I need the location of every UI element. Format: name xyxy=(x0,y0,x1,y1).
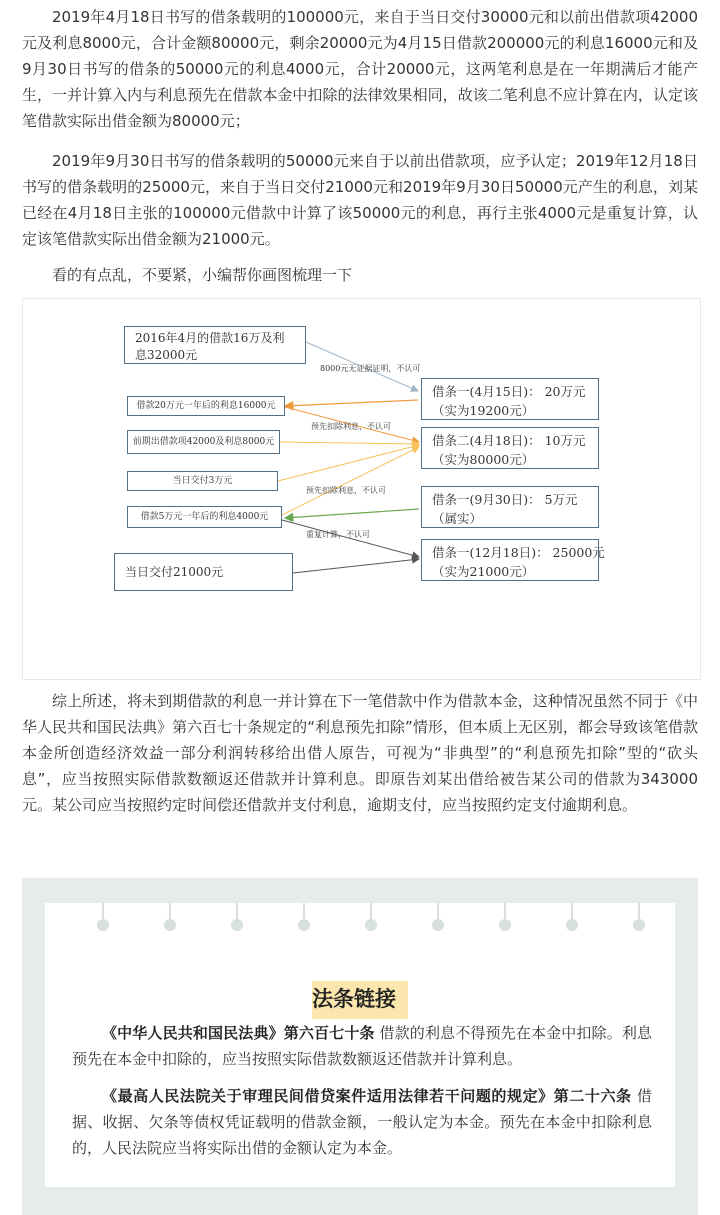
arrow-loan3-to-interest5w xyxy=(285,509,419,518)
arrow-prior-to-loan2 xyxy=(280,442,419,444)
decor-dot xyxy=(97,919,109,931)
decor-dot xyxy=(231,919,243,931)
loan-box-4: 借条一(12月18日)： 25000元 （实为21000元） xyxy=(421,539,599,581)
source-box-interest-20w: 借款20万元一年后的利息16000元 xyxy=(127,396,285,416)
source-box-interest-5w: 借款5万元一年后的利息4000元 xyxy=(127,506,282,528)
edge-label-duplicate-count: 重复计算，不认可 xyxy=(306,530,370,539)
source-box-prior-42000: 前期出借款项42000及利息8000元 xyxy=(127,430,280,454)
loan-box-3: 借条一(9月30日)： 5万元 （属实） xyxy=(421,486,599,528)
paragraph-loan-sept-dec: 2019年9月30日书写的借条载明的50000元来自于以前出借款项，应予认定；2019年12月18日书写的借条载明的25000元，来自于当日交付21000元和2019年9月30日50000元产生的利息，刘某已经在4月18日主张的100000元借款中计算了该50000元的利息，再行主张4000元是重复计算，认定该笔借款实际出借金额为21000元。 xyxy=(22,152,698,248)
decor-dot xyxy=(365,919,377,931)
edge-label-deduct-interest-1: 预先扣除利息，不认可 xyxy=(311,422,391,431)
source-box-cash-21000: 当日交付21000元 xyxy=(114,553,293,591)
loan-box-1: 借条一(4月15日)： 20万元 （实为19200元） xyxy=(421,378,599,420)
arrow-loan1-to-interest20w xyxy=(285,400,418,406)
decor-dot xyxy=(298,919,310,931)
law-article-670 xyxy=(72,1020,652,1072)
law-article-26 xyxy=(72,1083,652,1161)
law-article-670-title: 《中华人民共和国民法典》第六百七十条 xyxy=(102,1024,375,1042)
paragraph-conclusion: 综上所述，将未到期借款的利息一并计算在下一笔借款中作为借款本金，这种情况虽然不同于《中华人民共和国民法典》第六百七十条规定的“利息预先扣除”情形，但本质上无区别，都会导致该笔借款本金所创造经济效益一部分利润转移给出借人原告，可视为“非典型”的“利息预先扣除”型的“砍头息”，应当按照实际借款数额返还借款并计算利息。即原告刘某出借给被告某公司的借款为343000元。某公司应当按照约定时间偿还借款并支付利息，逾期支付，应当按照约定支付逾期利息。 xyxy=(22,692,698,814)
arrow-interest5w-to-loan2 xyxy=(282,447,419,515)
paragraph-diagram-intro: 看的有点乱，不要紧，小编帮你画图梳理一下 xyxy=(52,266,353,284)
decor-dot xyxy=(432,919,444,931)
edge-label-deduct-interest-2: 预先扣除利息，不认可 xyxy=(306,486,386,495)
decor-dot xyxy=(633,919,645,931)
law-title: 法条链接 xyxy=(300,979,408,1019)
paragraph-loan-april-18: 2019年4月18日书写的借条载明的100000元，来自于当日交付30000元和以前出借款项42000元及利息8000元，合计金额80000元，剩余20000元为4月15日借款200000元的利息16000元和及9月30日书写的借条的50000元的利息4000元，合计20000元，这两笔利息是在一年期满后才能产生，一并计算入内与利息预先在借款本金中扣除的法律效果相同，故该二笔利息不应计算在内，认定该笔借款实际出借金额为80000元； xyxy=(22,8,698,130)
loan-box-2: 借条二(4月18日)： 10万元 （实为80000元） xyxy=(421,427,599,469)
edge-label-8000-unproven: 8000元无证据证明，不认可 xyxy=(320,364,421,373)
loan-flow-diagram xyxy=(22,298,701,680)
decor-dot xyxy=(566,919,578,931)
law-article-26-body: 借据、收据、欠条等债权凭证载明的借款金额，一般认定为本金。预先在本金中扣除利息的，人民法院应当将实际出借的金额认定为本金。 xyxy=(72,1087,652,1157)
law-article-26-title: 《最高人民法院关于审理民间借贷案件适用法律若干问题的规定》第二十六条 xyxy=(102,1087,632,1105)
decor-dot xyxy=(164,919,176,931)
law-article-670-body: 借款的利息不得预先在本金中扣除。利息预先在本金中扣除的，应当按照实际借款数额返还借款并计算利息。 xyxy=(72,1024,652,1068)
source-box-cash-3w: 当日交付3万元 xyxy=(127,471,278,491)
decor-dot xyxy=(499,919,511,931)
arrow-cash21000-to-loan4 xyxy=(293,559,419,573)
arrow-cash3w-to-loan2 xyxy=(278,445,419,481)
source-box-2016-loan: 2016年4月的借款16万及利 息32000元 xyxy=(124,326,306,364)
